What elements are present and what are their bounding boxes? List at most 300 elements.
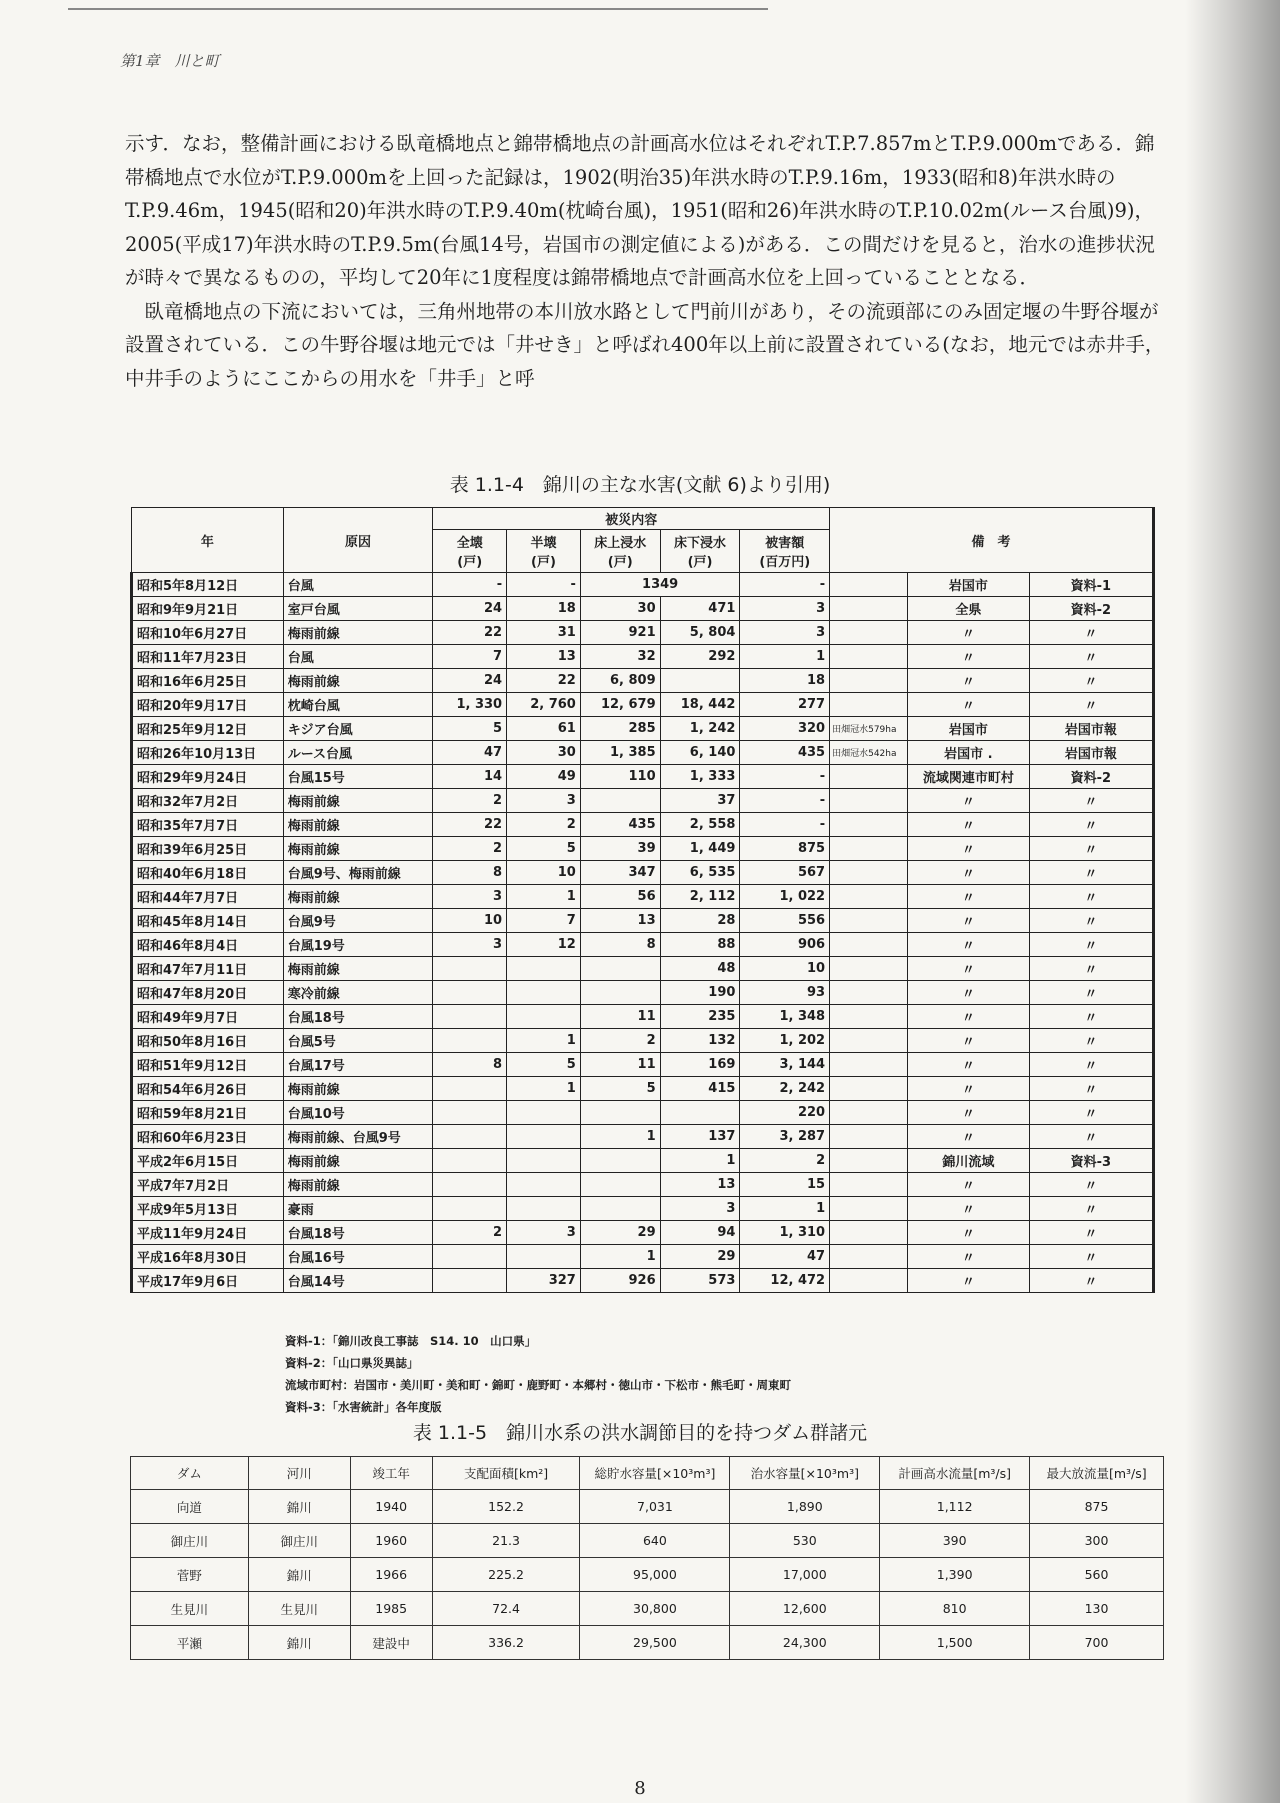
dam-cell: 875	[1030, 1490, 1164, 1524]
cell-half-collapse	[507, 1125, 581, 1149]
table-row	[132, 669, 1154, 693]
table-row	[132, 621, 1154, 645]
cell-area: 〃	[908, 1245, 1030, 1269]
cell-damage-amount: 567	[740, 861, 830, 885]
cell-source: 〃	[1029, 1077, 1153, 1101]
scan-shadow	[1185, 0, 1280, 1803]
cell-area: 〃	[908, 1077, 1030, 1101]
cell-note	[830, 1173, 908, 1197]
cell-total-collapse	[433, 1245, 507, 1269]
cell-source: 〃	[1029, 933, 1153, 957]
cell-below-floor: 5, 804	[660, 621, 740, 645]
cell-above-floor: 347	[580, 861, 660, 885]
dam-cell: 24,300	[730, 1626, 880, 1660]
cell-above-floor: 8	[580, 933, 660, 957]
cell-area: 岩国市	[908, 717, 1030, 741]
cell-area: 〃	[908, 1125, 1030, 1149]
table-row	[132, 1173, 1154, 1197]
cell-above-floor	[580, 789, 660, 813]
cell-half-collapse: 30	[507, 741, 581, 765]
cell-above-floor: 32	[580, 645, 660, 669]
cell-below-floor: 6, 535	[660, 861, 740, 885]
cell-cause: 梅雨前線	[283, 1149, 433, 1173]
cell-area: 岩国市	[908, 573, 1030, 597]
cell-half-collapse: 49	[507, 765, 581, 789]
cell-year: 昭和32年7月2日	[132, 789, 284, 813]
cell-total-collapse	[433, 1005, 507, 1029]
cell-area: 全県	[908, 597, 1030, 621]
cell-cause: 枕崎台風	[283, 693, 433, 717]
cell-above-floor: 921	[580, 621, 660, 645]
cell-year: 昭和11年7月23日	[132, 645, 284, 669]
cell-cause: 梅雨前線	[283, 837, 433, 861]
table-row	[132, 645, 1154, 669]
cell-damage-amount: 906	[740, 933, 830, 957]
cell-source: 資料-2	[1029, 765, 1153, 789]
cell-area: 〃	[908, 1173, 1030, 1197]
cell-above-floor: 110	[580, 765, 660, 789]
cell-source: 〃	[1029, 693, 1153, 717]
cell-total-collapse: 2	[433, 837, 507, 861]
cell-half-collapse	[507, 1101, 581, 1125]
cell-above-floor: 5	[580, 1077, 660, 1101]
cell-area: 〃	[908, 813, 1030, 837]
cell-year: 昭和47年7月11日	[132, 957, 284, 981]
cell-source: 〃	[1029, 981, 1153, 1005]
cell-total-collapse: 3	[433, 885, 507, 909]
col-total-collapse: 全壊 (戸)	[433, 530, 507, 573]
dam-col-header: 支配面積[km²]	[432, 1457, 580, 1490]
dam-col-header: 計画高水流量[m³/s]	[880, 1457, 1030, 1490]
cell-total-collapse: 22	[433, 621, 507, 645]
cell-total-collapse: 24	[433, 597, 507, 621]
cell-note	[830, 765, 908, 789]
col-damage-group: 被災内容	[433, 508, 830, 530]
dam-cell: 1,890	[730, 1490, 880, 1524]
cell-damage-amount: 220	[740, 1101, 830, 1125]
cell-half-collapse: 1	[507, 1029, 581, 1053]
cell-damage-amount: 10	[740, 957, 830, 981]
cell-source: 〃	[1029, 1029, 1153, 1053]
cell-area: 〃	[908, 1221, 1030, 1245]
cell-above-floor: 1	[580, 1245, 660, 1269]
cell-note	[830, 1245, 908, 1269]
cell-above-floor: 12, 679	[580, 693, 660, 717]
cell-source: 〃	[1029, 789, 1153, 813]
cell-cause: 台風19号	[283, 933, 433, 957]
cell-above-floor: 29	[580, 1221, 660, 1245]
cell-damage-amount: 320	[740, 717, 830, 741]
table-row	[132, 1197, 1154, 1221]
cell-below-floor: 132	[660, 1029, 740, 1053]
cell-half-collapse: 2	[507, 813, 581, 837]
cell-year: 昭和29年9月24日	[132, 765, 284, 789]
cell-note: 田畑冠水579ha	[830, 717, 908, 741]
table-row	[132, 1005, 1154, 1029]
dam-cell: 12,600	[730, 1592, 880, 1626]
cell-damage-amount: 277	[740, 693, 830, 717]
cell-year: 昭和25年9月12日	[132, 717, 284, 741]
dam-cell: 建設中	[350, 1626, 432, 1660]
table-notes	[285, 1330, 791, 1418]
dam-cell: 560	[1030, 1558, 1164, 1592]
cell-source: 資料-1	[1029, 573, 1153, 597]
cell-damage-amount: 3	[740, 597, 830, 621]
dam-cell: 1,500	[880, 1626, 1030, 1660]
dam-col-header: 治水容量[×10³m³]	[730, 1457, 880, 1490]
page-number: 8	[634, 1778, 646, 1799]
cell-cause: 寒冷前線	[283, 981, 433, 1005]
cell-below-floor: 415	[660, 1077, 740, 1101]
cell-area: 岩国市 .	[908, 741, 1030, 765]
cell-year: 昭和45年8月14日	[132, 909, 284, 933]
cell-above-floor	[580, 1101, 660, 1125]
cell-total-collapse: 8	[433, 1053, 507, 1077]
cell-note: 田畑冠水542ha	[830, 741, 908, 765]
cell-note	[830, 597, 908, 621]
cell-note	[830, 1077, 908, 1101]
cell-source: 〃	[1029, 837, 1153, 861]
dam-col-header: 総貯水容量[×10³m³]	[580, 1457, 730, 1490]
cell-half-collapse: 61	[507, 717, 581, 741]
cell-cause: 室戸台風	[283, 597, 433, 621]
cell-note	[830, 1221, 908, 1245]
cell-half-collapse: 12	[507, 933, 581, 957]
cell-note	[830, 645, 908, 669]
cell-total-collapse	[433, 1197, 507, 1221]
cell-below-floor: 169	[660, 1053, 740, 1077]
cell-year: 昭和50年8月16日	[132, 1029, 284, 1053]
dam-cell: 向道	[131, 1490, 249, 1524]
table-row	[132, 1053, 1154, 1077]
table-row	[132, 909, 1154, 933]
cell-half-collapse: 1	[507, 885, 581, 909]
dam-cell: 390	[880, 1524, 1030, 1558]
cell-below-floor	[660, 1101, 740, 1125]
cell-note	[830, 1149, 908, 1173]
cell-note	[830, 837, 908, 861]
cell-cause: 台風	[283, 645, 433, 669]
cell-half-collapse: 3	[507, 789, 581, 813]
cell-damage-amount: 47	[740, 1245, 830, 1269]
dam-cell: 1940	[350, 1490, 432, 1524]
cell-note	[830, 789, 908, 813]
cell-half-collapse	[507, 1197, 581, 1221]
cell-source: 〃	[1029, 1101, 1153, 1125]
cell-total-collapse	[433, 1149, 507, 1173]
cell-cause: 台風10号	[283, 1101, 433, 1125]
cell-damage-amount: -	[740, 789, 830, 813]
cell-note	[830, 1029, 908, 1053]
cell-damage-amount: 3	[740, 621, 830, 645]
cell-below-floor: 573	[660, 1269, 740, 1293]
cell-year: 昭和35年7月7日	[132, 813, 284, 837]
cell-year: 昭和5年8月12日	[132, 573, 284, 597]
table-row	[132, 789, 1154, 813]
note: 資料-3：「水害統計」各年度版	[285, 1400, 442, 1414]
cell-cause: 台風15号	[283, 765, 433, 789]
cell-area: 〃	[908, 1005, 1030, 1029]
cell-area: 〃	[908, 933, 1030, 957]
cell-cause: 梅雨前線	[283, 1173, 433, 1197]
cell-total-collapse	[433, 1101, 507, 1125]
cell-total-collapse	[433, 1029, 507, 1053]
table-row	[132, 981, 1154, 1005]
cell-above-floor: 6, 809	[580, 669, 660, 693]
cell-below-floor: 18, 442	[660, 693, 740, 717]
table-row	[132, 813, 1154, 837]
cell-below-floor: 1, 242	[660, 717, 740, 741]
cell-cause: 梅雨前線	[283, 621, 433, 645]
cell-above-floor	[580, 957, 660, 981]
cell-source: 〃	[1029, 813, 1153, 837]
cell-cause: 台風16号	[283, 1245, 433, 1269]
cell-total-collapse: 10	[433, 909, 507, 933]
cell-area: 〃	[908, 669, 1030, 693]
cell-area: 〃	[908, 981, 1030, 1005]
table-row	[132, 861, 1154, 885]
dam-cell: 640	[580, 1524, 730, 1558]
table-row	[132, 693, 1154, 717]
cell-damage-amount: 15	[740, 1173, 830, 1197]
cell-below-floor: 6, 140	[660, 741, 740, 765]
col-above-floor: 床上浸水 (戸)	[580, 530, 660, 573]
cell-year: 平成11年9月24日	[132, 1221, 284, 1245]
cell-area: 〃	[908, 957, 1030, 981]
cell-damage-amount: 3, 144	[740, 1053, 830, 1077]
cell-damage-amount: 1, 310	[740, 1221, 830, 1245]
dam-cell: 生見川	[131, 1592, 249, 1626]
dam-cell: 810	[880, 1592, 1030, 1626]
cell-note	[830, 885, 908, 909]
dam-col-header: 竣工年	[350, 1457, 432, 1490]
paragraph: 示す．なお，整備計画における臥竜橋地点と錦帯橋地点の計画高水位はそれぞれT.P.7.857mとT.P.9.000mである．錦帯橋地点で水位がT.P.9.000mを上回った記録は，1902(明治35)年洪水時のT.P.9.16m，1933(昭和8)年洪水時のT.P.9.46m，1945(昭和20)年洪水時のT.P.9.40m(枕崎台風)，1951(昭和26)年洪水時のT.P.10.02m(ルース台風)9)，2005(平成17)年洪水時のT.P.9.5m(台風14号，岩国市の測定値による)がある．この間だけを見ると，治水の進捗状況が時々で異なるものの，平均して20年に1度程度は錦帯橋地点で計画高水位を上回っていることとなる．	[125, 132, 1155, 289]
table-row	[132, 1149, 1154, 1173]
cell-above-floor: 1349	[580, 573, 740, 597]
table-row	[132, 741, 1154, 765]
cell-year: 昭和40年6月18日	[132, 861, 284, 885]
cell-below-floor: 37	[660, 789, 740, 813]
cell-area: 〃	[908, 885, 1030, 909]
cell-cause: 台風	[283, 573, 433, 597]
cell-total-collapse	[433, 1125, 507, 1149]
dam-cell: 17,000	[730, 1558, 880, 1592]
top-rule	[68, 8, 768, 10]
cell-year: 平成17年9月6日	[132, 1269, 284, 1293]
cell-note	[830, 621, 908, 645]
cell-note	[830, 813, 908, 837]
cell-note	[830, 933, 908, 957]
cell-area: 〃	[908, 693, 1030, 717]
col-damage-amount: 被害額 (百万円)	[740, 530, 830, 573]
col-remarks: 備 考	[830, 508, 1154, 573]
cell-above-floor: 285	[580, 717, 660, 741]
cell-total-collapse: 3	[433, 933, 507, 957]
cell-area: 〃	[908, 837, 1030, 861]
cell-source: 資料-3	[1029, 1149, 1153, 1173]
cell-source: 〃	[1029, 861, 1153, 885]
cell-below-floor: 235	[660, 1005, 740, 1029]
cell-above-floor: 30	[580, 597, 660, 621]
cell-damage-amount: 3, 287	[740, 1125, 830, 1149]
cell-above-floor: 1	[580, 1125, 660, 1149]
table-row	[131, 1626, 1164, 1660]
cell-year: 昭和44年7月7日	[132, 885, 284, 909]
cell-area: 流域関連市町村	[908, 765, 1030, 789]
cell-total-collapse: 8	[433, 861, 507, 885]
cell-below-floor: 471	[660, 597, 740, 621]
table-row	[132, 1077, 1154, 1101]
cell-damage-amount: 1	[740, 645, 830, 669]
cell-half-collapse: 10	[507, 861, 581, 885]
table-row	[132, 765, 1154, 789]
cell-above-floor: 11	[580, 1005, 660, 1029]
cell-below-floor: 1, 449	[660, 837, 740, 861]
cell-area: 〃	[908, 645, 1030, 669]
cell-area: 〃	[908, 789, 1030, 813]
cell-area: 〃	[908, 1197, 1030, 1221]
cell-source: 〃	[1029, 645, 1153, 669]
dam-cell: 生見川	[248, 1592, 350, 1626]
cell-source: 〃	[1029, 1197, 1153, 1221]
cell-below-floor: 190	[660, 981, 740, 1005]
cell-below-floor: 28	[660, 909, 740, 933]
col-below-floor: 床下浸水 (戸)	[660, 530, 740, 573]
cell-cause: 豪雨	[283, 1197, 433, 1221]
dam-cell: 錦川	[248, 1626, 350, 1660]
note: 資料-1：「錦川改良工事誌 S14. 10 山口県」	[285, 1334, 537, 1348]
cell-above-floor: 39	[580, 837, 660, 861]
dam-col-header: 河川	[248, 1457, 350, 1490]
cell-half-collapse: 18	[507, 597, 581, 621]
table-caption: 表 1.1-5 錦川水系の洪水調節目的を持つダム群諸元	[412, 1422, 868, 1444]
table-row	[132, 957, 1154, 981]
cell-cause: 台風18号	[283, 1005, 433, 1029]
cell-damage-amount: -	[740, 765, 830, 789]
cell-note	[830, 1197, 908, 1221]
cell-source: 〃	[1029, 1245, 1153, 1269]
dam-cell: 平瀬	[131, 1626, 249, 1660]
dam-cell: 7,031	[580, 1490, 730, 1524]
table-row	[132, 933, 1154, 957]
cell-above-floor: 56	[580, 885, 660, 909]
cell-year: 昭和49年9月7日	[132, 1005, 284, 1029]
cell-cause: 梅雨前線	[283, 957, 433, 981]
cell-damage-amount: 1, 202	[740, 1029, 830, 1053]
cell-below-floor: 88	[660, 933, 740, 957]
cell-total-collapse: 24	[433, 669, 507, 693]
cell-note	[830, 669, 908, 693]
cell-above-floor: 1, 385	[580, 741, 660, 765]
dam-cell: 29,500	[580, 1626, 730, 1660]
table-row	[132, 1029, 1154, 1053]
cell-cause: 台風18号	[283, 1221, 433, 1245]
cell-cause: 梅雨前線	[283, 1077, 433, 1101]
cell-damage-amount: 1, 348	[740, 1005, 830, 1029]
cell-above-floor: 435	[580, 813, 660, 837]
cell-total-collapse: 5	[433, 717, 507, 741]
cell-source: 〃	[1029, 669, 1153, 693]
cell-total-collapse	[433, 957, 507, 981]
cell-below-floor: 137	[660, 1125, 740, 1149]
cell-above-floor: 2	[580, 1029, 660, 1053]
cell-total-collapse: 2	[433, 1221, 507, 1245]
cell-note	[830, 957, 908, 981]
cell-half-collapse: 13	[507, 645, 581, 669]
cell-half-collapse	[507, 1149, 581, 1173]
cell-area: 〃	[908, 1269, 1030, 1293]
cell-below-floor: 13	[660, 1173, 740, 1197]
cell-half-collapse: -	[507, 573, 581, 597]
note: 資料-2：「山口県災異誌」	[285, 1356, 419, 1370]
cell-above-floor	[580, 1149, 660, 1173]
cell-total-collapse: 2	[433, 789, 507, 813]
cell-year: 昭和54年6月26日	[132, 1077, 284, 1101]
cell-area: 〃	[908, 909, 1030, 933]
cell-note	[830, 1005, 908, 1029]
cell-half-collapse	[507, 957, 581, 981]
table-row	[132, 1221, 1154, 1245]
cell-cause: 台風14号	[283, 1269, 433, 1293]
cell-below-floor: 2, 112	[660, 885, 740, 909]
cell-total-collapse	[433, 1173, 507, 1197]
cell-year: 昭和47年8月20日	[132, 981, 284, 1005]
cell-source: 〃	[1029, 885, 1153, 909]
cell-total-collapse: 14	[433, 765, 507, 789]
table-row	[132, 1269, 1154, 1293]
table-row	[132, 717, 1154, 741]
dam-cell: 152.2	[432, 1490, 580, 1524]
col-year: 年	[132, 508, 284, 573]
cell-above-floor	[580, 1173, 660, 1197]
cell-area: 〃	[908, 621, 1030, 645]
dam-cell: 御庄川	[131, 1524, 249, 1558]
dam-cell: 1,390	[880, 1558, 1030, 1592]
cell-note	[830, 1269, 908, 1293]
dam-cell: 130	[1030, 1592, 1164, 1626]
cell-total-collapse: 7	[433, 645, 507, 669]
dam-cell: 225.2	[432, 1558, 580, 1592]
cell-damage-amount: 556	[740, 909, 830, 933]
cell-note	[830, 861, 908, 885]
cell-total-collapse	[433, 1077, 507, 1101]
cell-note	[830, 909, 908, 933]
dam-cell: 95,000	[580, 1558, 730, 1592]
cell-cause: 梅雨前線	[283, 669, 433, 693]
table-row	[132, 885, 1154, 909]
cell-cause: 台風5号	[283, 1029, 433, 1053]
dam-spec-table	[130, 1456, 1164, 1660]
cell-cause: 台風9号、梅雨前線	[283, 861, 433, 885]
table-row	[132, 573, 1154, 597]
cell-half-collapse: 31	[507, 621, 581, 645]
cell-source: 〃	[1029, 1173, 1153, 1197]
cell-year: 昭和59年8月21日	[132, 1101, 284, 1125]
cell-source: 〃	[1029, 1005, 1153, 1029]
cell-note	[830, 981, 908, 1005]
cell-source: 〃	[1029, 1221, 1153, 1245]
cell-note	[830, 693, 908, 717]
cell-damage-amount: 12, 472	[740, 1269, 830, 1293]
cell-below-floor	[660, 669, 740, 693]
cell-note	[830, 1125, 908, 1149]
dam-cell: 530	[730, 1524, 880, 1558]
cell-below-floor: 3	[660, 1197, 740, 1221]
cell-total-collapse: 1, 330	[433, 693, 507, 717]
cell-total-collapse: -	[433, 573, 507, 597]
dam-cell: 700	[1030, 1626, 1164, 1660]
cell-below-floor: 1	[660, 1149, 740, 1173]
